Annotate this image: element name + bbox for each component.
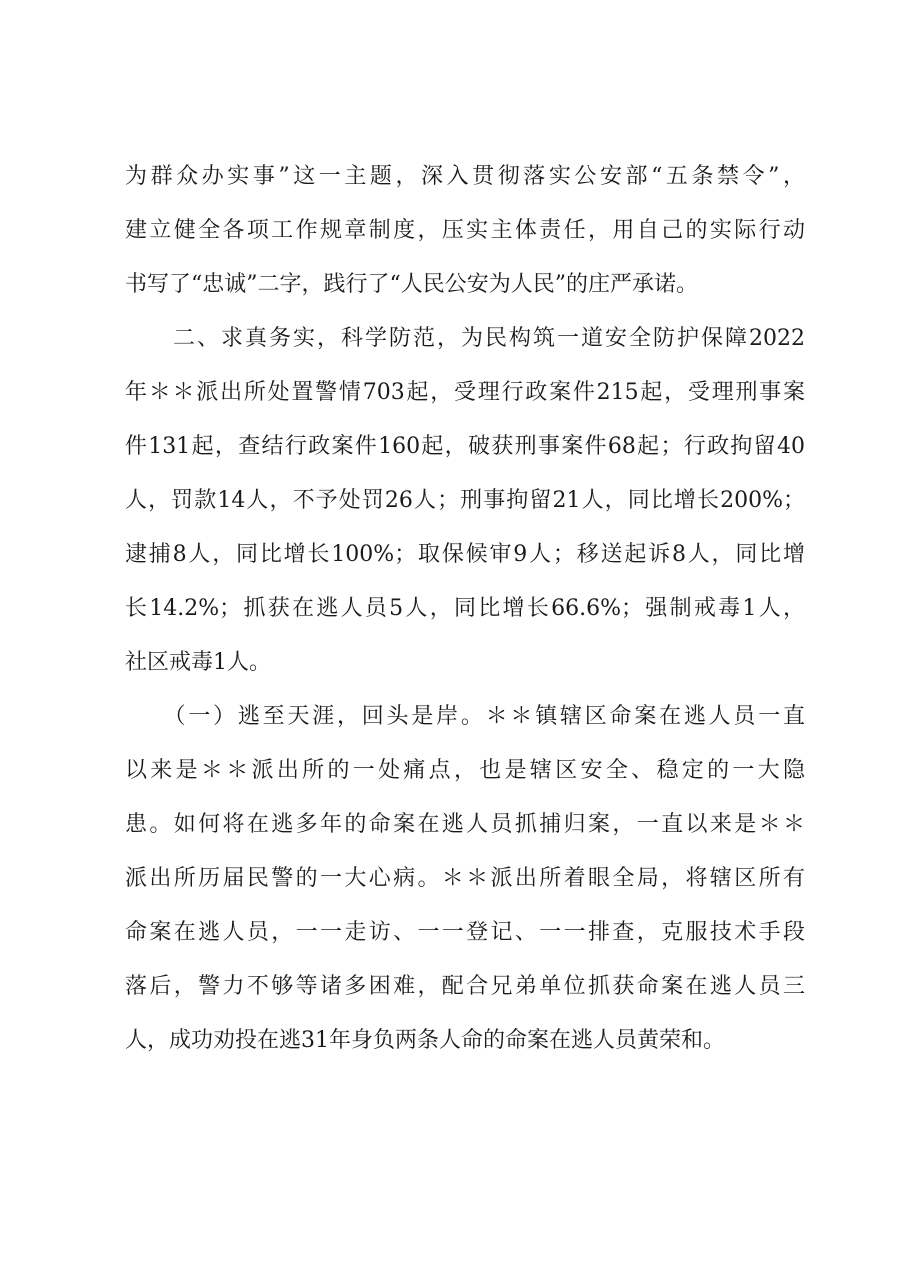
text-line: 落后，警力不够等诸多困难，配合兄弟单位抓获命案在逃人员三 [125, 974, 805, 999]
text-line: 人，成功劝投在逃31年身负两条人命的命案在逃人员黄荣和。 [125, 1028, 725, 1053]
text-line: 书写了“忠诚”二字，践行了“人民公安为人民”的庄严承诺。 [125, 272, 698, 297]
text-line: 人，罚款14人，不予处罚26人；刑事拘留21人，同比增长200%； [125, 488, 805, 513]
text-line: 二、求真务实，科学防范，为民构筑一道安全防护保障2022 [125, 326, 805, 351]
document-body [125, 150, 805, 1068]
text-line: 患。如何将在逃多年的命案在逃人员抓捕归案，一直以来是＊＊ [125, 812, 805, 837]
text-line: 社区戒毒1人。 [125, 650, 271, 675]
text-line: 以来是＊＊派出所的一处痛点，也是辖区安全、稳定的一大隐 [125, 758, 805, 783]
text-line: 逮捕8人，同比增长100%；取保候审9人；移送起诉8人，同比增 [125, 542, 805, 567]
paragraph-2 [125, 312, 805, 690]
paragraph-1 [125, 150, 805, 312]
text-line: 年＊＊派出所处置警情703起，受理行政案件215起，受理刑事案 [125, 380, 805, 405]
text-line: 长14.2%；抓获在逃人员5人，同比增长66.6%；强制戒毒1人， [125, 596, 805, 621]
text-line: 命案在逃人员，一一走访、一一登记、一一排查，克服技术手段 [125, 920, 805, 945]
text-line: 为群众办实事”这一主题，深入贯彻落实公安部“五条禁令”， [125, 164, 805, 189]
text-line: 建立健全各项工作规章制度，压实主体责任，用自己的实际行动 [125, 218, 805, 243]
paragraph-3 [125, 690, 805, 1068]
text-line: 件131起，查结行政案件160起，破获刑事案件68起；行政拘留40 [125, 434, 805, 459]
text-line: 派出所历届民警的一大心病。＊＊派出所着眼全局，将辖区所有 [125, 866, 805, 891]
text-line: （一）逃至天涯，回头是岸。＊＊镇辖区命案在逃人员一直 [125, 704, 805, 729]
